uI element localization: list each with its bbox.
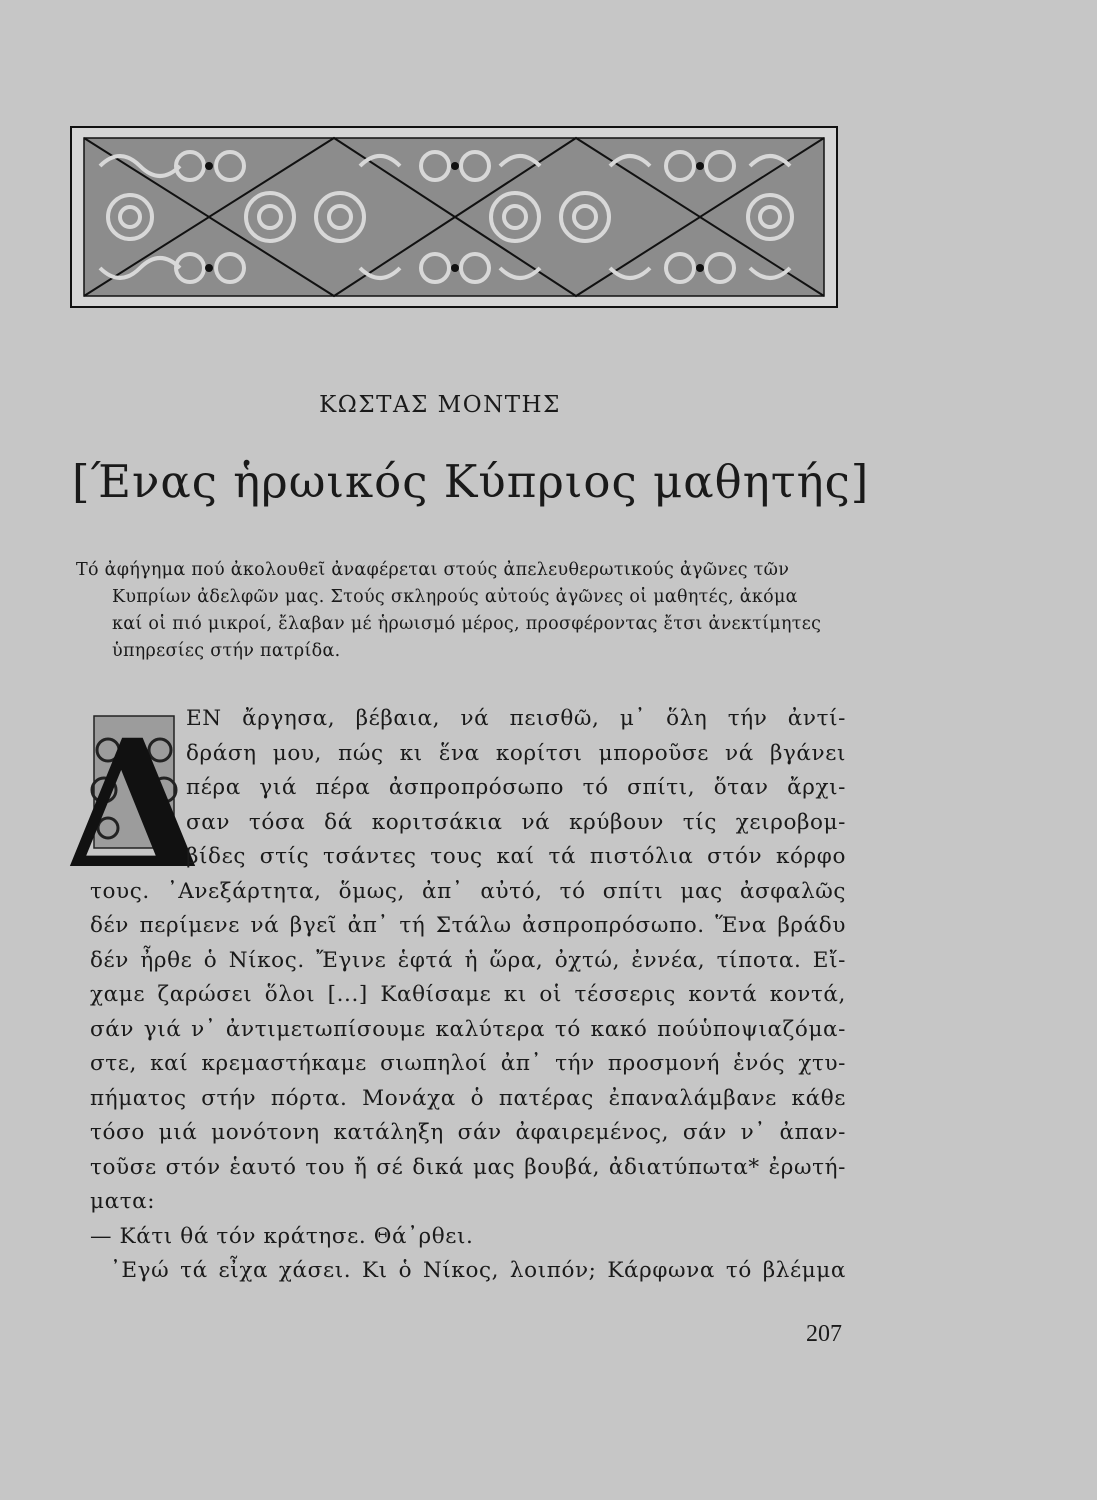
text-line: ΕΝ ἄργησα, βέβαια, νά πεισθῶ, μ᾿ ὅλη τήν ἀντί- bbox=[186, 706, 846, 731]
text-line: τοῦσε στόν ἑαυτό του ἤ σέ δικά μας βουβά, ἀδιατύπωτα* ἐρωτή- bbox=[90, 1154, 846, 1180]
decorative-ornament-banner bbox=[70, 126, 838, 308]
intro-line: Κυπρίων ἀδελφῶν μας. Στούς σκληρούς αὐτούς ἀγῶνες οἱ μαθητές, ἀκόμα bbox=[112, 587, 798, 607]
text-line: ματα: bbox=[90, 1189, 156, 1214]
text-line: ᾿Εγώ τά εἶχα χάσει. Κι ὁ Νίκος, λοιπόν; Κάρφωνα τό βλέμμα bbox=[110, 1258, 846, 1283]
dialogue-line: — Κάτι θά τόν κράτησε. Θά᾿ρθει. bbox=[90, 1223, 474, 1249]
intro-line: ὑπηρεσίες στήν πατρίδα. bbox=[112, 641, 341, 661]
intro-line: καί οἱ πιό μικροί, ἔλαβαν μέ ἡρωισμό μέρος, προσφέροντας ἔτσι ἀνεκτίμητες bbox=[112, 614, 822, 634]
intro-paragraph bbox=[76, 557, 844, 665]
story-title: [Ένας ἡρωικός Κύπριος μαθητής] bbox=[72, 455, 870, 508]
svg-text:Δ: Δ bbox=[64, 701, 202, 908]
story-body bbox=[90, 702, 846, 1289]
page-number: 207 bbox=[806, 1321, 842, 1347]
text-line: πέρα γιά πέρα ἀσπροπρόσωπο τό σπίτι, ὅταν ἄρχι- bbox=[186, 775, 846, 800]
text-line: τους. ᾿Ανεξάρτητα, ὅμως, ἀπ᾿ αὐτό, τό σπίτι μας ἀσφαλῶς bbox=[90, 878, 846, 904]
text-line: δέν ἦρθε ὁ Νίκος. Ἔγινε ἑφτά ἡ ὥρα, ὀχτώ, ἐννέα, τίποτα. Εἴ- bbox=[90, 947, 846, 973]
text-line: σάν γιά ν᾿ ἀντιμετωπίσουμε καλύτερα τό κακό πούὑποψιαζόμα- bbox=[90, 1016, 846, 1042]
text-line: δέν περίμενε νά βγεῖ ἀπ᾿ τή Στάλω ἀσπροπρόσωπο. Ἕνα βράδυ bbox=[90, 913, 846, 938]
text-line: στε, καί κρεμαστήκαμε σιωπηλοί ἀπ᾿ τήν προσμονή ἑνός χτυ- bbox=[90, 1051, 846, 1076]
text-line: σαν τόσα δά κοριτσάκια νά κρύβουν τίς χειροβομ- bbox=[186, 809, 846, 835]
text-line: τόσο μιά μονότονη κατάληξη σάν ἀφαιρεμένος, σάν ν᾿ ἀπαν- bbox=[90, 1120, 846, 1145]
text-line: χαμε ζαρώσει ὅλοι [...] Καθίσαμε κι οἱ τέσσερις κοντά κοντά, bbox=[90, 982, 846, 1007]
text-line: πήματος στήν πόρτα. Μονάχα ὁ πατέρας ἐπαναλάμβανε κάθε bbox=[90, 1085, 846, 1111]
intro-line: Τό ἀφήγημα πού ἀκολουθεῖ ἀναφέρεται στούς ἀπελευθερωτικούς ἀγῶνες τῶν bbox=[76, 560, 790, 580]
author-name: ΚΩΣΤΑΣ ΜΟΝΤΗΣ bbox=[319, 392, 561, 418]
text-line: βίδες στίς τσάντες τους καί τά πιστόλια στόν κόρφο bbox=[186, 844, 846, 869]
text-line: δράση μου, πώς κι ἕνα κορίτσι μποροῦσε νά βγάνει bbox=[186, 740, 846, 766]
